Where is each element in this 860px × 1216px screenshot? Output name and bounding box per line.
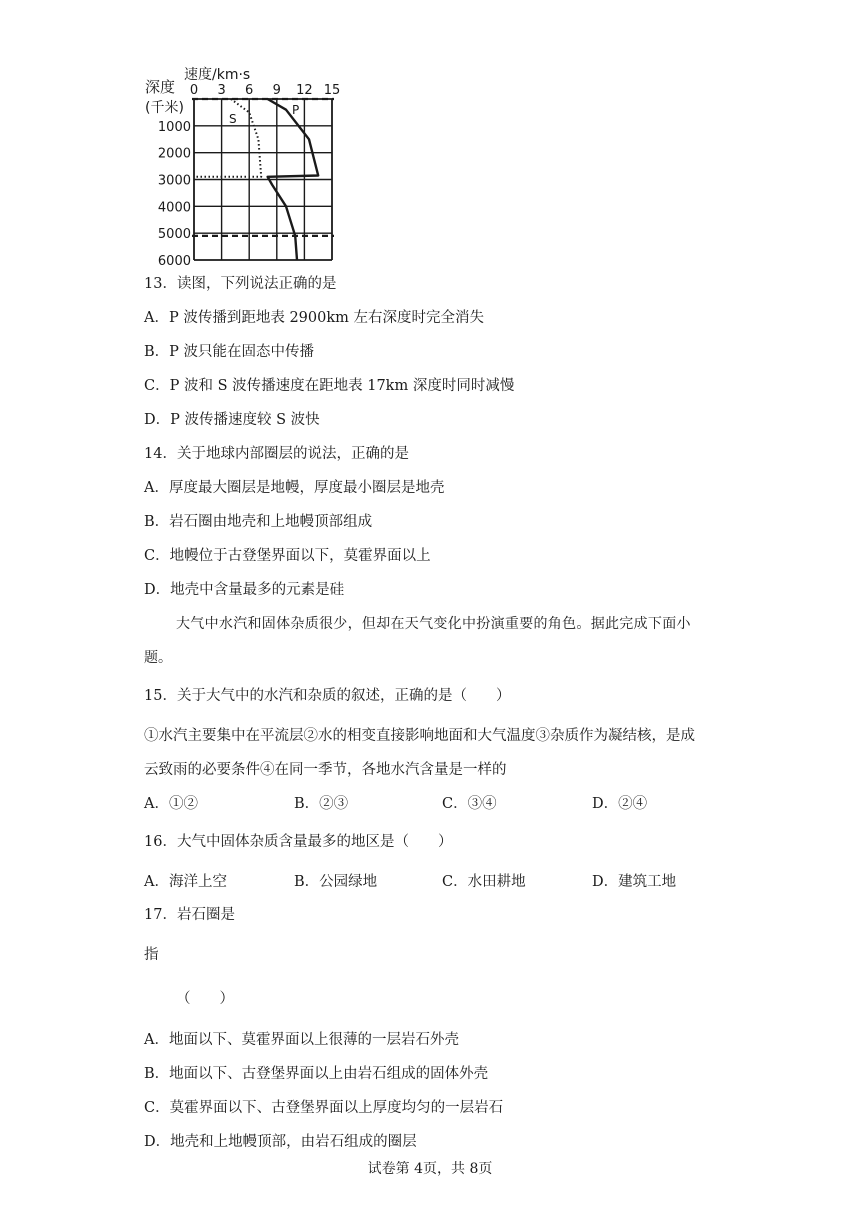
q14-option-b[interactable]: B．岩石圈由地壳和上地幔顶部组成	[144, 514, 373, 530]
page-footer: 试卷第 4页，共 8页	[367, 1161, 493, 1177]
q13-option-b[interactable]: B．P 波只能在固态中传播	[144, 344, 315, 360]
q17-option-b[interactable]: B．地面以下、古登堡界面以上由岩石组成的固体外壳	[144, 1066, 489, 1082]
y-axis-label-line2: (千米)	[145, 100, 184, 116]
q15-option-c[interactable]: C．③④	[442, 796, 497, 812]
q13-option-c[interactable]: C．P 波和 S 波传播速度在距地表 17km 深度时同时减慢	[144, 378, 515, 394]
q15-body-line-1: ①水汽主要集中在平流层②水的相变直接影响地面和大气温度③杂质作为凝结核，是成	[144, 728, 695, 744]
q15-body-line-2: 云致雨的必要条件④在同一季节，各地水汽含量是一样的	[144, 762, 507, 778]
y-tick-label: 2000	[157, 146, 191, 162]
q15-option-b[interactable]: B．②③	[294, 796, 349, 812]
y-tick-label: 6000	[157, 254, 191, 269]
q17-option-a[interactable]: A．地面以下、莫霍界面以上很薄的一层岩石外壳	[144, 1032, 459, 1048]
q17-stem-line-2: 指	[144, 947, 159, 963]
q16-option-a[interactable]: A．海洋上空	[144, 874, 227, 890]
reference-lines	[192, 99, 334, 236]
seismic-wave-chart	[142, 64, 352, 269]
q15-stem: 15．关于大气中的水汽和杂质的叙述，正确的是（ ）	[144, 688, 511, 704]
passage-line-2: 题。	[144, 650, 172, 666]
q13-option-d[interactable]: D．P 波传播速度较 S 波快	[144, 412, 320, 428]
q16-option-b[interactable]: B．公园绿地	[294, 874, 378, 890]
q17-stem-line-1: 17．岩石圈是	[144, 907, 235, 923]
q16-option-d[interactable]: D．建筑工地	[592, 874, 677, 890]
q16-stem: 16．大气中固体杂质含量最多的地区是（ ）	[144, 834, 453, 850]
x-tick-label: 6	[245, 83, 254, 98]
q16-option-c[interactable]: C．水田耕地	[442, 874, 526, 890]
q13-stem: 13．读图，下列说法正确的是	[144, 276, 337, 292]
y-tick-label: 5000	[157, 227, 191, 243]
q17-option-d[interactable]: D．地壳和上地幔顶部，由岩石组成的圈层	[144, 1134, 417, 1150]
q14-option-d[interactable]: D．地壳中含量最多的元素是硅	[144, 582, 345, 598]
x-axis-label: 速度/km·s	[184, 67, 251, 83]
y-tick-label: 4000	[157, 200, 191, 216]
y-tick-label: 3000	[157, 173, 191, 189]
q15-option-a[interactable]: A．①②	[144, 796, 198, 812]
x-tick-label: 0	[189, 83, 199, 98]
passage-line-1: 大气中水汽和固体杂质很少，但却在天气变化中扮演重要的角色。据此完成下面小	[176, 616, 691, 632]
q14-option-a[interactable]: A．厚度最大圈层是地幔，厚度最小圈层是地壳	[144, 480, 445, 496]
q17-answer-blank: （ ）	[176, 991, 234, 1007]
y-tick-label: 1000	[157, 119, 191, 135]
q17-option-c[interactable]: C．莫霍界面以下、古登堡界面以上厚度均匀的一层岩石	[144, 1100, 504, 1116]
s-wave-curve	[194, 99, 261, 177]
q13-option-a[interactable]: A．P 波传播到距地表 2900km 左右深度时完全消失	[144, 310, 484, 326]
s-wave-label: S	[229, 112, 237, 126]
x-tick-label: 9	[272, 83, 281, 98]
x-tick-label: 12	[296, 83, 313, 98]
q14-option-c[interactable]: C．地幔位于古登堡界面以下，莫霍界面以上	[144, 548, 431, 564]
q14-stem: 14．关于地球内部圈层的说法，正确的是	[144, 446, 409, 462]
x-tick-label: 15	[323, 83, 341, 98]
y-axis-label-line1: 深度	[145, 78, 176, 96]
p-wave-label: P	[292, 103, 300, 117]
q15-option-d[interactable]: D．②④	[592, 796, 648, 812]
x-tick-label: 3	[217, 83, 226, 98]
